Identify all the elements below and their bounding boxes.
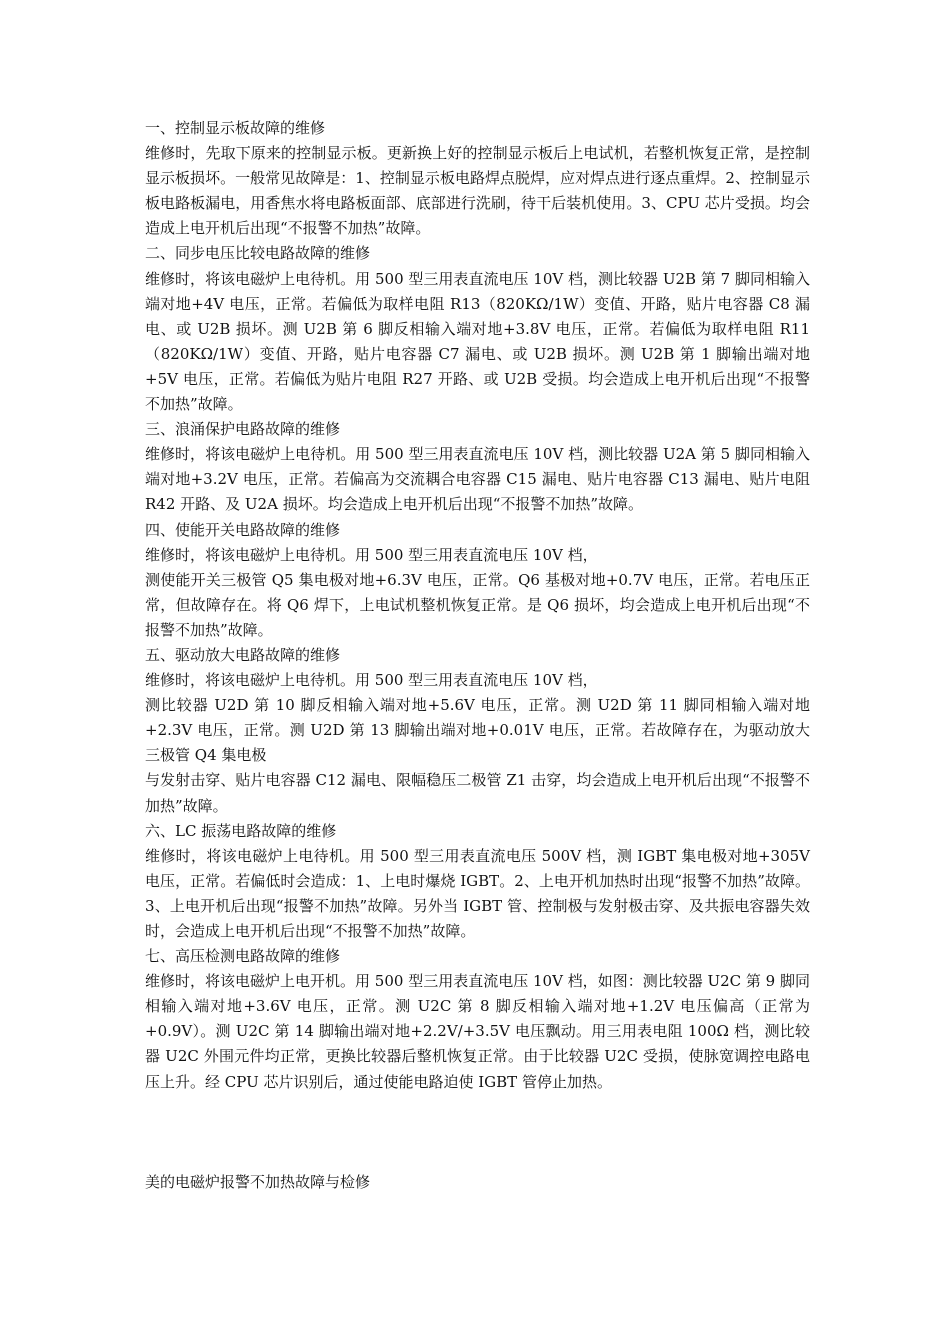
section-3-paragraph: 维修时，将该电磁炉上电待机。用 500 型三用表直流电压 10V 档，测比较器 U2A 第 5 脚同相输入端对地+3.2V 电压，正常。若偏高为交流耦合电容器 C15 漏电、贴片电容器 C13 漏电、贴片电阻 R42 开路、及 U2A 损坏。均会造成上电开机后出现“不报警不加热”故障。 (145, 445, 810, 514)
section-3-heading: 三、浪涌保护电路故障的维修 (145, 420, 341, 439)
footer-title: 美的电磁炉报警不加热故障与检修 (145, 1172, 371, 1191)
section-5-heading: 五、驱动放大电路故障的维修 (145, 645, 341, 664)
section-4-paragraph-1: 维修时，将该电磁炉上电待机。用 500 型三用表直流电压 10V 档， (145, 545, 598, 564)
section-1-paragraph: 维修时，先取下原来的控制显示板。更新换上好的控制显示板后上电试机，若整机恢复正常，是控制显示板损坏。一般常见故障是：1、控制显示板电路焊点脱焊，应对焊点进行逐点重焊。2、控制显示板电路板漏电，用香焦水将电路板面部、底部进行洗刷，待干后装机使用。3、CPU 芯片受损。均会造成上电开机后出现“不报警不加热”故障。 (145, 144, 810, 238)
section-4-paragraph-2: 测使能开关三极管 Q5 集电极对地+6.3V 电压，正常。Q6 基极对地+0.7V 电压，正常。若电压正常，但故障存在。将 Q6 焊下，上电试机整机恢复正常。是 Q6 损坏，均会造成上电开机后出现“不报警不加热”故障。 (145, 570, 810, 639)
section-1-heading: 一、控制显示板故障的维修 (145, 119, 326, 137)
section-6-paragraph: 维修时，将该电磁炉上电待机。用 500 型三用表直流电压 500V 档，测 IGBT 集电极对地+305V 电压，正常。若偏低时会造成：1、上电时爆烧 IGBT。2、上电开机加热时出现“报警不加热”故障。3、上电开机后出现“报警不加热”故障。另外当 IGBT 管、控制极与发射极击穿、及共振电容器失效时，会造成上电开机后出现“不报警不加热”故障。 (145, 846, 810, 940)
section-5-paragraph-3: 与发射击穿、贴片电容器 C12 漏电、限幅稳压二极管 Z1 击穿，均会造成上电开机后出现“不报警不加热”故障。 (145, 771, 810, 815)
document-body (145, 116, 810, 1195)
section-2-paragraph: 维修时，将该电磁炉上电待机。用 500 型三用表直流电压 10V 档，测比较器 U2B 第 7 脚同相输入端对地+4V 电压，正常。若偏低为取样电阻 R13（820KΩ/1W）变值、开路，贴片电容器 C8 漏电、或 U2B 损坏。测 U2B 第 6 脚反相输入端对地+3.8V 电压，正常。若偏低为取样电阻 R11（820KΩ/1W）变值、开路，贴片电容器 C7 漏电、或 U2B 损坏。测 U2B 第 1 脚输出端对地+5V 电压，正常。若偏低为贴片电阻 R27 开路、或 U2B 受损。均会造成上电开机后出现“不报警不加热”故障。 (145, 269, 810, 414)
section-2-heading: 二、同步电压比较电路故障的维修 (145, 244, 371, 263)
section-7-heading: 七、高压检测电路故障的维修 (145, 947, 341, 966)
section-4-heading: 四、使能开关电路故障的维修 (145, 520, 341, 539)
section-5-paragraph-1: 维修时，将该电磁炉上电待机。用 500 型三用表直流电压 10V 档， (145, 671, 598, 690)
section-6-heading: 六、LC 振荡电路故障的维修 (145, 821, 337, 840)
blank-space (145, 1095, 810, 1170)
section-5-paragraph-2: 测比较器 U2D 第 10 脚反相输入端对地+5.6V 电压，正常。测 U2D 第 11 脚同相输入端对地+2.3V 电压，正常。测 U2D 第 13 脚输出端对地+0.01V 电压，正常。若故障存在，为驱动放大三极管 Q4 集电极 (145, 696, 810, 765)
section-7-paragraph: 维修时，将该电磁炉上电开机。用 500 型三用表直流电压 10V 档，如图：测比较器 U2C 第 9 脚同相输入端对地+3.6V 电压，正常。测 U2C 第 8 脚反相输入端对地+1.2V 电压偏高（正常为+0.9V）。测 U2C 第 14 脚输出端对地+2.2V/+3.5V 电压飘动。用三用表电阻 100Ω 档，测比较器 U2C 外围元件均正常，更换比较器后整机恢复正常。由于比较器 U2C 受损，使脉宽调控电路电压上升。经 CPU 芯片识别后，通过使能电路迫使 IGBT 管停止加热。 (145, 972, 810, 1091)
